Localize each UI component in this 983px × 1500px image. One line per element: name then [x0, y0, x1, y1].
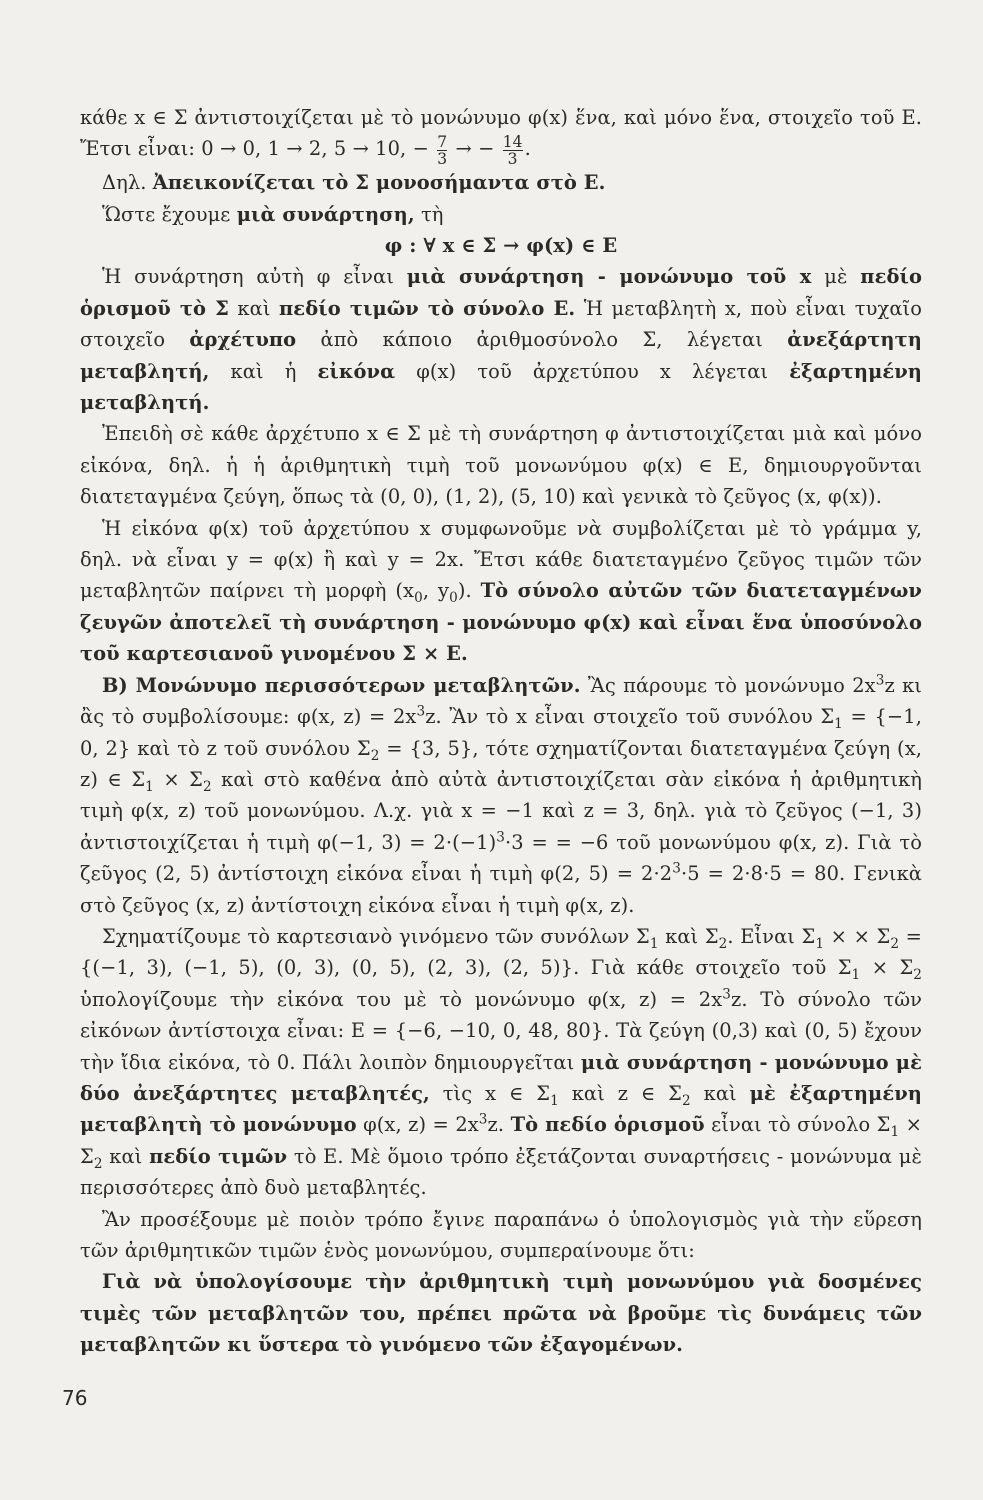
paragraph-image-notation: Ἡ εἰκόνα φ(x) τοῦ ἀρχετύπου x συμφωνοῦμε νὰ συμβολίζεται μὲ τὸ γράμμα y, δηλ. νὰ εἶναι y = φ(x) ἢ καὶ y = 2x. Ἔτσι κάθε διατεταγμένο ζεῦγος τιμῶν τῶν μεταβλητῶν παίρνει τὴ μορφὴ ($x_0$, $y_0$). Τὸ σύνολο αὐτῶν τῶν διατεταγμένων ζευγῶν ἀποτελεῖ τὴ συνάρτηση - μονώνυμο φ(x) καὶ εἶναι ἕνα ὑποσύνολο τοῦ καρτεσιανοῦ γινομένου Σ × Ε.: [80, 516, 922, 666]
section-heading-b: Β) Μονώνυμο περισσότερων μεταβλητῶν.: [102, 673, 581, 697]
function-formula: φ : ∀ x ∈ Σ → φ(x) ∈ Ε: [384, 234, 618, 257]
paragraph-multi-variable: Β) Μονώνυμο περισσότερων μεταβλητῶν. Ἂς πάρουμε τὸ μονώνυμο $2x^3z$ κι ἂς τὸ συμβολίσουμε: φ(x, $z) = 2x^3z$. Ἂν τὸ x εἶναι στοιχεῖο τοῦ συνόλου $\Sigma_1 = \{-1$, 0, 2} καὶ τὸ z τοῦ συνόλου $\Sigma_2 = \{3$, 5}, τότε σχηματίζονται διατεταγμένα ζεύγη (x, z) ∈ $\Sigma_1 \times \Sigma_2$ καὶ στὸ καθένα ἀπὸ αὐτὰ ἀντιστοιχίζεται σὰν εἰκόνα ἡ ἀριθμητικὴ τιμὴ φ(x, z) τοῦ μονωνύμου. Λ.χ. γιὰ x = −1 καὶ z = 3, δηλ. γιὰ τὸ ζεῦγος (−1, 3) ἀντιστοιχίζεται ἡ τιμὴ φ(−1, $3) = 2\cdot(-1)^3\cdot 3$ = = −6 τοῦ μονωνύμου φ(x, z). Γιὰ τὸ ζεῦγος (2, 5) ἀντίστοιχη εἰκόνα εἶναι ἡ τιμὴ φ(2, $5) = 2\cdot 2^3\cdot 5 = 2\cdot 8\cdot 5 = 80$. Γενικὰ στὸ ζεῦγος (x, z) ἀντίστοιχη εἰκόνα εἶναι ἡ τιμὴ φ(x, z).: [80, 672, 922, 917]
fraction-seven-thirds: $\frac{7}{3}$: [437, 132, 448, 168]
paragraph-mapping-statement: Δηλ. Ἀπεικονίζεται τὸ Σ μονοσήμαντα στὸ Ε.: [102, 171, 606, 195]
paragraph-rule: Γιὰ νὰ ὑπολογίσουμε τὴν ἀριθμητικὴ τιμὴ μονωνύμου γιὰ δοσμένες τιμὲς τῶν μεταβλητῶν του, πρέπει πρῶτα νὰ βροῦμε τὶς δυνάμεις τῶν μεταβλητῶν κι ὕστερα τὸ γινόμενο τῶν ἐξαγομένων.: [80, 1270, 922, 1357]
fraction-fourteen-thirds: $\frac{14}{3}$: [502, 132, 523, 168]
paragraph-ordered-pairs: Ἐπειδὴ σὲ κάθε ἀρχέτυπο x ∈ Σ μὲ τὴ συνάρτηση φ ἀντιστοιχίζεται μιὰ καὶ μόνο εἰκόνα, δηλ. ἡ ἡ ἀριθμητικὴ τιμὴ τοῦ μονωνύμου φ(x) ∈ Ε, δημιουργοῦνται διατεταγμένα ζεύγη, ὅπως τὰ (0, 0), (1, 2), (5, 10) καὶ γενικὰ τὸ ζεῦγος (x, φ(x)).: [80, 422, 922, 509]
paragraph-function-definition: Ἡ συνάρτηση αὐτὴ φ εἶναι μιὰ συνάρτηση - μονώνυμο τοῦ x μὲ πεδίο ὁρισμοῦ τὸ Σ καὶ πεδίο τιμῶν τὸ σύνολο Ε. Ἡ μεταβλητὴ x, ποὺ εἶναι τυχαῖο στοιχεῖο ἀρχέτυπο ἀπὸ κάποιο ἀριθμοσύνολο Σ, λέγεται ἀνεξάρτητη μεταβλητή, καὶ ἡ εἰκόνα φ(x) τοῦ ἀρχετύπου x λέγεται ἐξαρτημένη μεταβλητή.: [80, 265, 923, 415]
paragraph-mapping-example: κάθε x ∈ Σ ἀντιστοιχίζεται μὲ τὸ μονώνυμο φ(x) ἕνα, καὶ μόνο ἕνα, στοιχεῖο τοῦ Ε. Ἔτσι εἶναι: 0 → 0, 1 → 2, 5 → 10, − $\frac{7}{3}$ → − $\frac{14}{3}$ .: [80, 106, 922, 168]
paragraph-conclusion-intro: Ἂν προσέξουμε μὲ ποιὸν τρόπο ἔγινε παραπάνω ὁ ὑπολογισμὸς γιὰ τὴν εὕρεση τῶν ἀριθμητικῶν τιμῶν ἑνὸς μονωνύμου, συμπεραίνουμε ὅτι:: [80, 1207, 922, 1262]
paragraph-function-intro: Ὥστε ἔχουμε μιὰ συνάρτηση, τὴ: [102, 202, 444, 226]
body-text: [80, 102, 922, 1361]
page-number: 76: [62, 1386, 88, 1410]
paragraph-cartesian-product: Σχηματίζουμε τὸ καρτεσιανὸ γινόμενο τῶν συνόλων $\Sigma_1$ καὶ $\Sigma_2$. Εἶναι $\Sigma_1$ × × $\Sigma_2 = \{(-1$, 3), (−1, 5), (0, 3), (0, 5), (2, 3), (2, 5)}. Γιὰ κάθε στοιχεῖο τοῦ $\Sigma_1 \times \Sigma_2$ ὑπολογίζουμε τὴν εἰκόνα του μὲ τὸ μονώνυμο φ(x, $z) = 2x^3z$. Τὸ σύνολο τῶν εἰκόνων ἀντίστοιχα εἶναι: Ε = {−6, −10, 0, 48, 80}. Τὰ ζεύγη (0,3) καὶ (0, 5) ἔχουν τὴν ἴδια εἰκόνα, τὸ 0. Πάλι λοιπὸν δημιουργεῖται μιὰ συνάρτηση - μονώνυμο μὲ δύο ἀνεξάρτητες μεταβλητές, τὶς x ∈ $\Sigma_1$ καὶ z ∈ $\Sigma_2$ καὶ μὲ ἐξαρτημένη μεταβλητὴ τὸ μονώνυμο φ(x, $z) = 2x^3z$. Τὸ πεδίο ὁρισμοῦ εἶναι τὸ σύνολο $\Sigma_1 \times \Sigma_2$ καὶ πεδίο τιμῶν τὸ Ε. Μὲ ὅμοιο τρόπο ἐξετάζονται συναρτήσεις - μονώνυμα μὲ περισσότερες ἀπὸ δυὸ μεταβλητές.: [80, 924, 923, 1200]
